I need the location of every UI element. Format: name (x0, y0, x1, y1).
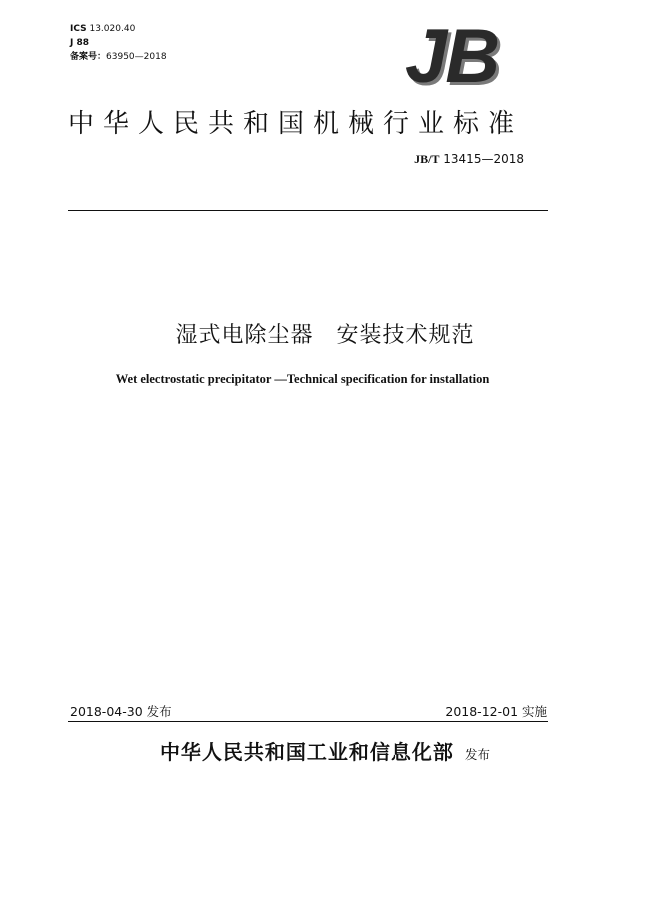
standard-number (414, 152, 524, 167)
category-code: J 88 (70, 38, 90, 48)
jb-logo: JB (405, 14, 499, 99)
issue-date: 2018-04-30 发布 (70, 704, 172, 719)
ics-label: ICS (70, 24, 87, 34)
ics-code: 13.020.40 (89, 24, 136, 34)
issuer-action: 发布 (465, 747, 491, 762)
standard-number-value: 13415—2018 (443, 152, 524, 166)
record-line (70, 50, 167, 64)
standard-type-title: 中华人民共和国机械行业标准 (68, 109, 524, 139)
ics-line (70, 22, 167, 36)
standard-number-prefix: JB/T (414, 152, 440, 166)
record-number: 63950—2018 (106, 52, 167, 62)
bottom-divider (68, 721, 548, 722)
top-divider (68, 210, 548, 211)
effective-date: 2018-12-01 实施 (445, 704, 547, 719)
issuer-org: 中华人民共和国工业和信息化部 (159, 740, 454, 764)
document-title-en: Wet electrostatic precipitator —Technical specification for installation (115, 372, 490, 386)
document-title-cn: 湿式电除尘器 安装技术规范 (175, 323, 475, 348)
classification-block (70, 22, 167, 64)
record-label: 备案号： (70, 52, 107, 62)
issuer-line (0, 736, 650, 765)
